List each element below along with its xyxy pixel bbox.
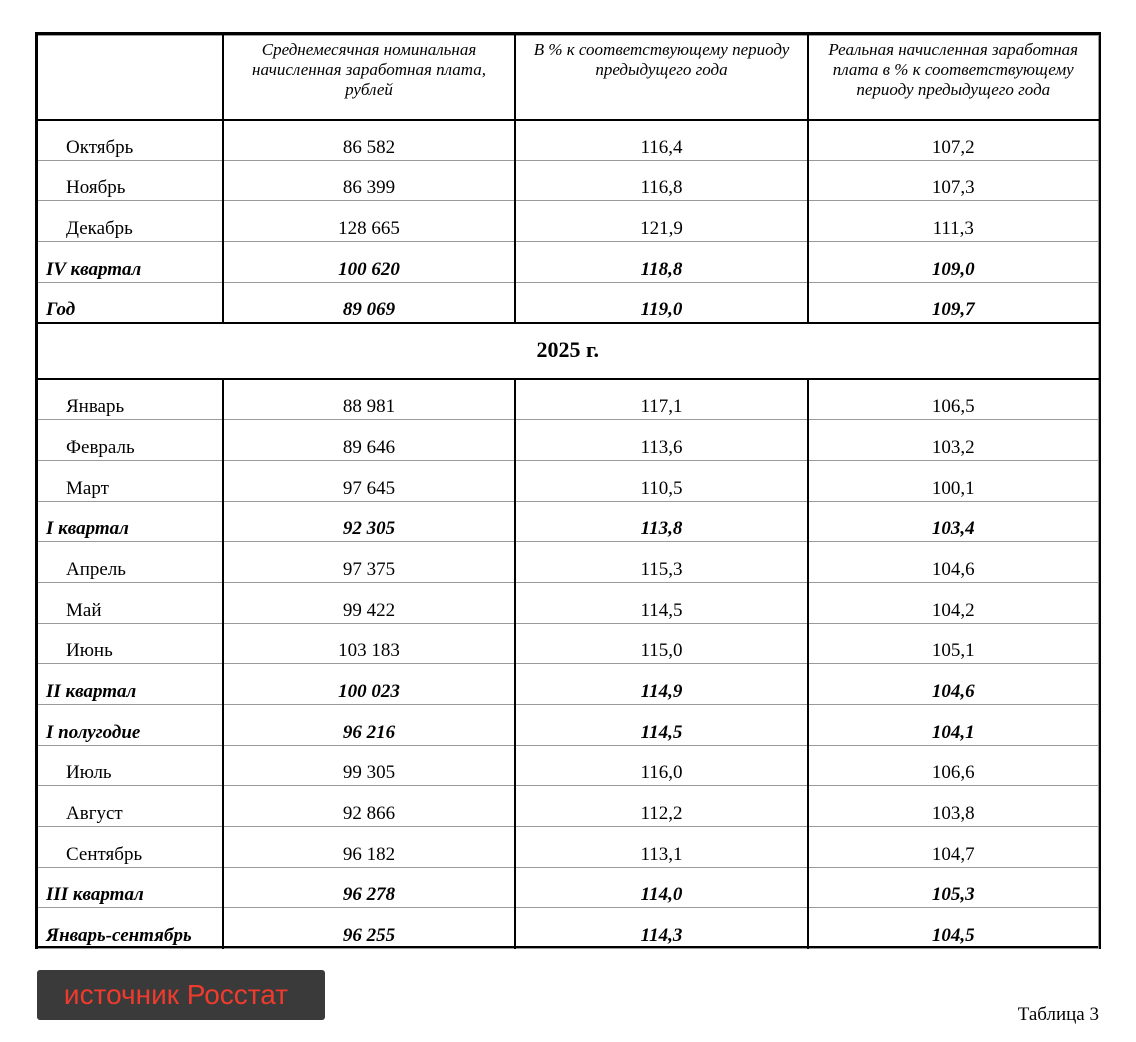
percent-prev-year-cell: 118,8 <box>515 242 808 283</box>
header-real-salary-percent: Реальная начисленная заработная плата в % к соответствующему периоду предыдущего года <box>808 36 1098 120</box>
real-salary-percent-cell: 104,6 <box>808 664 1098 705</box>
real-salary-percent-cell: 106,5 <box>808 379 1098 420</box>
percent-prev-year-cell: 116,0 <box>515 745 808 786</box>
row-label-cell: Март <box>38 460 223 501</box>
percent-prev-year-cell: 115,0 <box>515 623 808 664</box>
nominal-salary-cell: 96 216 <box>223 704 515 745</box>
percent-prev-year-cell: 115,3 <box>515 542 808 583</box>
row-label-cell: II квартал <box>38 664 223 705</box>
real-salary-percent-cell: 107,3 <box>808 160 1098 201</box>
percent-prev-year-cell: 112,2 <box>515 786 808 827</box>
row-label-cell: III квартал <box>38 867 223 908</box>
row-label-cell: IV квартал <box>38 242 223 283</box>
percent-prev-year-cell: 114,9 <box>515 664 808 705</box>
table-body <box>38 120 1098 949</box>
table-row <box>38 745 1098 786</box>
table-row <box>38 160 1098 201</box>
real-salary-percent-cell: 106,6 <box>808 745 1098 786</box>
year-section-row <box>38 323 1098 379</box>
nominal-salary-cell: 96 278 <box>223 867 515 908</box>
nominal-salary-cell: 99 422 <box>223 582 515 623</box>
real-salary-percent-cell: 104,5 <box>808 908 1098 949</box>
table-total-row <box>38 867 1098 908</box>
nominal-salary-cell: 92 305 <box>223 501 515 542</box>
table-total-row <box>38 908 1098 949</box>
row-label-cell: Февраль <box>38 420 223 461</box>
table-total-row <box>38 704 1098 745</box>
salary-table <box>38 35 1099 949</box>
nominal-salary-cell: 88 981 <box>223 379 515 420</box>
real-salary-percent-cell: 104,2 <box>808 582 1098 623</box>
real-salary-percent-cell: 107,2 <box>808 120 1098 161</box>
nominal-salary-cell: 97 645 <box>223 460 515 501</box>
table-total-row <box>38 282 1098 323</box>
table-row <box>38 420 1098 461</box>
row-label-cell: Декабрь <box>38 201 223 242</box>
row-label-cell: Июль <box>38 745 223 786</box>
source-badge: источник Росстат <box>37 970 325 1020</box>
table-total-row <box>38 501 1098 542</box>
real-salary-percent-cell: 103,2 <box>808 420 1098 461</box>
row-label-cell: Сентябрь <box>38 827 223 868</box>
header-nominal-salary: Среднемесячная номинальная начисленная заработная плата, рублей <box>223 36 515 120</box>
percent-prev-year-cell: 113,8 <box>515 501 808 542</box>
row-label-cell: I полугодие <box>38 704 223 745</box>
real-salary-percent-cell: 104,1 <box>808 704 1098 745</box>
percent-prev-year-cell: 114,5 <box>515 704 808 745</box>
real-salary-percent-cell: 109,7 <box>808 282 1098 323</box>
real-salary-percent-cell: 105,1 <box>808 623 1098 664</box>
percent-prev-year-cell: 121,9 <box>515 201 808 242</box>
nominal-salary-cell: 92 866 <box>223 786 515 827</box>
table-row <box>38 120 1098 161</box>
nominal-salary-cell: 97 375 <box>223 542 515 583</box>
percent-prev-year-cell: 119,0 <box>515 282 808 323</box>
table-row <box>38 379 1098 420</box>
percent-prev-year-cell: 116,8 <box>515 160 808 201</box>
row-label-cell: Октябрь <box>38 120 223 161</box>
row-label-cell: Ноябрь <box>38 160 223 201</box>
real-salary-percent-cell: 105,3 <box>808 867 1098 908</box>
nominal-salary-cell: 96 182 <box>223 827 515 868</box>
row-label-cell: Май <box>38 582 223 623</box>
nominal-salary-cell: 86 399 <box>223 160 515 201</box>
real-salary-percent-cell: 103,8 <box>808 786 1098 827</box>
row-label-cell: I квартал <box>38 501 223 542</box>
table-row <box>38 623 1098 664</box>
table-row <box>38 542 1098 583</box>
table-row <box>38 582 1098 623</box>
nominal-salary-cell: 100 023 <box>223 664 515 705</box>
table-row <box>38 827 1098 868</box>
nominal-salary-cell: 128 665 <box>223 201 515 242</box>
row-label-cell: Январь <box>38 379 223 420</box>
percent-prev-year-cell: 113,1 <box>515 827 808 868</box>
nominal-salary-cell: 96 255 <box>223 908 515 949</box>
real-salary-percent-cell: 104,6 <box>808 542 1098 583</box>
real-salary-percent-cell: 104,7 <box>808 827 1098 868</box>
row-label-cell: Июнь <box>38 623 223 664</box>
table-number: Таблица 3 <box>1017 1004 1099 1025</box>
header-corner-cell <box>38 36 223 120</box>
percent-prev-year-cell: 110,5 <box>515 460 808 501</box>
header-percent-prev-year: В % к соответствующему периоду предыдущего года <box>515 36 808 120</box>
nominal-salary-cell: 100 620 <box>223 242 515 283</box>
nominal-salary-cell: 103 183 <box>223 623 515 664</box>
percent-prev-year-cell: 114,5 <box>515 582 808 623</box>
percent-prev-year-cell: 117,1 <box>515 379 808 420</box>
table-row <box>38 460 1098 501</box>
row-label-cell: Год <box>38 282 223 323</box>
percent-prev-year-cell: 116,4 <box>515 120 808 161</box>
percent-prev-year-cell: 114,0 <box>515 867 808 908</box>
nominal-salary-cell: 99 305 <box>223 745 515 786</box>
real-salary-percent-cell: 100,1 <box>808 460 1098 501</box>
salary-table-frame <box>35 32 1101 949</box>
real-salary-percent-cell: 103,4 <box>808 501 1098 542</box>
nominal-salary-cell: 89 646 <box>223 420 515 461</box>
percent-prev-year-cell: 113,6 <box>515 420 808 461</box>
real-salary-percent-cell: 109,0 <box>808 242 1098 283</box>
table-total-row <box>38 664 1098 705</box>
table-header-row <box>38 36 1098 120</box>
row-label-cell: Январь-сентябрь <box>38 908 223 949</box>
real-salary-percent-cell: 111,3 <box>808 201 1098 242</box>
table-row <box>38 201 1098 242</box>
table-row <box>38 786 1098 827</box>
year-section-label: 2025 г. <box>38 323 1098 379</box>
percent-prev-year-cell: 114,3 <box>515 908 808 949</box>
nominal-salary-cell: 86 582 <box>223 120 515 161</box>
table-total-row <box>38 242 1098 283</box>
row-label-cell: Август <box>38 786 223 827</box>
row-label-cell: Апрель <box>38 542 223 583</box>
nominal-salary-cell: 89 069 <box>223 282 515 323</box>
